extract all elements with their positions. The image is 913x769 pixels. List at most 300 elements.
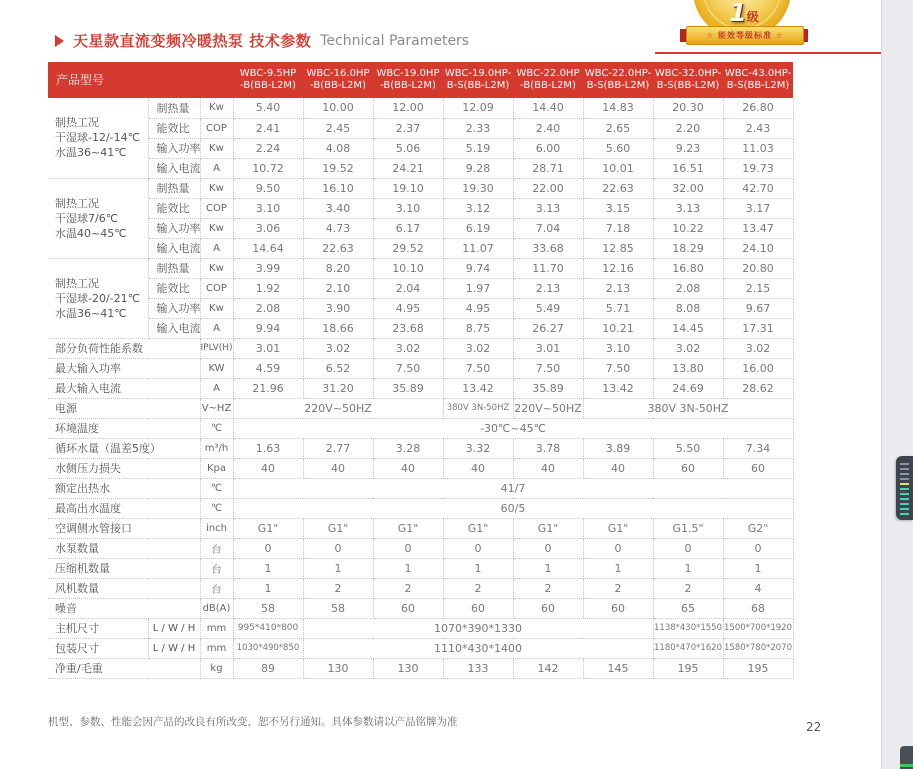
value-cell: 1	[233, 578, 303, 598]
row-label: 制热量	[148, 178, 200, 198]
value-cell: 6.52	[303, 358, 373, 378]
value-cell: 0	[233, 538, 303, 558]
value-cell: 3.10	[373, 198, 443, 218]
value-cell: 3.01	[513, 338, 583, 358]
value-cell: 9.28	[443, 158, 513, 178]
unit-cell: dB(A)	[200, 598, 233, 618]
table-row	[48, 378, 793, 398]
value-cell: 2	[513, 578, 583, 598]
energy-grade-badge	[692, 0, 796, 60]
value-cell: 5.60	[583, 138, 653, 158]
unit-cell: A	[200, 318, 233, 338]
value-cell: 142	[513, 658, 583, 678]
value-cell: 9.23	[653, 138, 723, 158]
row-sublabel: L / W / H	[148, 618, 200, 638]
value-cell: 1	[373, 558, 443, 578]
value-cell: 7.50	[513, 358, 583, 378]
table-row	[48, 638, 793, 658]
value-cell: 60	[583, 598, 653, 618]
unit-cell: ℃	[200, 498, 233, 518]
value-cell: 1.92	[233, 278, 303, 298]
condition-group-label: 制热工况 干湿球7/6℃ 水温40~45℃	[48, 178, 148, 258]
value-cell: 16.80	[653, 258, 723, 278]
row-label: 噪音	[48, 598, 200, 618]
value-cell: 1.97	[443, 278, 513, 298]
value-cell: 1580*780*2070	[723, 638, 793, 658]
value-cell: 1	[443, 558, 513, 578]
value-cell: G1"	[513, 518, 583, 538]
table-row	[48, 338, 793, 358]
value-cell: 2.41	[233, 118, 303, 138]
value-cell: 11.03	[723, 138, 793, 158]
value-cell: 2.13	[583, 278, 653, 298]
value-cell: 60	[373, 598, 443, 618]
table-row	[48, 178, 793, 198]
value-cell: 11.70	[513, 258, 583, 278]
value-cell: 65	[653, 598, 723, 618]
value-cell: 10.22	[653, 218, 723, 238]
unit-cell: Kw	[200, 218, 233, 238]
value-cell: 2.40	[513, 118, 583, 138]
value-cell: 35.89	[513, 378, 583, 398]
value-cell: 20.80	[723, 258, 793, 278]
value-cell: 19.73	[723, 158, 793, 178]
table-row	[48, 158, 793, 178]
value-cell: 16.00	[723, 358, 793, 378]
value-cell: 13.42	[443, 378, 513, 398]
value-cell: 0	[373, 538, 443, 558]
table-row	[48, 478, 793, 498]
value-cell: 1.63	[233, 438, 303, 458]
table-row	[48, 118, 793, 138]
row-label: 输入功率	[148, 138, 200, 158]
value-cell: 2.04	[373, 278, 443, 298]
unit-cell: Kw	[200, 258, 233, 278]
table-row	[48, 538, 793, 558]
table-row	[48, 658, 793, 678]
row-label: 输入功率	[148, 298, 200, 318]
model-column-header: WBC-16.0HP -B(BB-L2M)	[303, 62, 373, 98]
value-cell: 2.10	[303, 278, 373, 298]
value-cell: 220V~50HZ	[233, 398, 443, 418]
unit-cell: 台	[200, 578, 233, 598]
model-column-header: WBC-9.5HP -B(BB-L2M)	[233, 62, 303, 98]
row-label: 电源	[48, 398, 200, 418]
scrollbar-corner-widget[interactable]	[900, 746, 913, 769]
value-cell: 7.04	[513, 218, 583, 238]
value-cell: 2.43	[723, 118, 793, 138]
value-cell: 3.32	[443, 438, 513, 458]
value-cell: 12.85	[583, 238, 653, 258]
table-row	[48, 358, 793, 378]
value-cell: 380V 3N-50HZ	[443, 398, 513, 418]
value-cell: 33.68	[513, 238, 583, 258]
model-column-header: WBC-32.0HP- B-S(BB-L2M)	[653, 62, 723, 98]
value-cell: 2	[303, 578, 373, 598]
value-cell: 4.08	[303, 138, 373, 158]
value-cell: 3.06	[233, 218, 303, 238]
table-row	[48, 498, 793, 518]
row-label: 最大输入功率	[48, 358, 200, 378]
value-cell: 3.10	[233, 198, 303, 218]
section-title	[55, 30, 469, 51]
value-cell: 3.99	[233, 258, 303, 278]
value-cell: 2.65	[583, 118, 653, 138]
value-cell: 12.16	[583, 258, 653, 278]
value-cell: 10.00	[303, 98, 373, 118]
badge-grade-number: 1	[729, 0, 747, 27]
value-cell: 2	[653, 578, 723, 598]
unit-cell: V~HZ	[200, 398, 233, 418]
value-cell: 68	[723, 598, 793, 618]
row-label: 水泵数量	[48, 538, 200, 558]
value-cell: 7.50	[373, 358, 443, 378]
unit-cell: A	[200, 158, 233, 178]
row-label: 输入功率	[148, 218, 200, 238]
value-cell: 2	[583, 578, 653, 598]
value-cell: 10.10	[373, 258, 443, 278]
value-cell: 40	[443, 458, 513, 478]
product-model-header: 产品型号	[48, 62, 233, 98]
value-cell: 133	[443, 658, 513, 678]
value-cell: 1180*470*1620	[653, 638, 723, 658]
row-label: 空调侧水管接口	[48, 518, 200, 538]
value-cell: 3.78	[513, 438, 583, 458]
model-column-header: WBC-19.0HP -B(BB-L2M)	[373, 62, 443, 98]
value-cell: 58	[303, 598, 373, 618]
condition-group-label: 制热工况 干湿球-12/-14℃ 水温36~41℃	[48, 98, 148, 178]
unit-cell: 台	[200, 538, 233, 558]
row-label: 能效比	[148, 198, 200, 218]
table-row	[48, 218, 793, 238]
value-cell: G1"	[373, 518, 443, 538]
value-cell: 5.49	[513, 298, 583, 318]
value-cell: 24.69	[653, 378, 723, 398]
table-row	[48, 598, 793, 618]
value-cell: 28.62	[723, 378, 793, 398]
value-cell: 195	[653, 658, 723, 678]
row-label: 部分负荷性能系数	[48, 338, 200, 358]
value-cell: 995*410*800	[233, 618, 303, 638]
row-label: 环境温度	[48, 418, 200, 438]
unit-cell: A	[200, 378, 233, 398]
value-cell: 5.71	[583, 298, 653, 318]
value-cell: G1"	[233, 518, 303, 538]
value-cell: 5.40	[233, 98, 303, 118]
unit-cell: mm	[200, 638, 233, 658]
value-cell: 4	[723, 578, 793, 598]
value-cell: 3.02	[443, 338, 513, 358]
unit-cell: 台	[200, 558, 233, 578]
value-cell: 1	[303, 558, 373, 578]
unit-cell: inch	[200, 518, 233, 538]
value-cell: 9.94	[233, 318, 303, 338]
section-title-english: Technical Parameters	[320, 32, 470, 49]
value-cell: 4.95	[373, 298, 443, 318]
unit-cell: ℃	[200, 478, 233, 498]
value-cell: 22.63	[303, 238, 373, 258]
row-label: 最高出水温度	[48, 498, 200, 518]
table-row	[48, 98, 793, 118]
value-cell: 40	[513, 458, 583, 478]
value-cell: 130	[303, 658, 373, 678]
value-cell: 13.80	[653, 358, 723, 378]
value-cell: 130	[373, 658, 443, 678]
value-cell: 2.24	[233, 138, 303, 158]
value-cell: 1	[583, 558, 653, 578]
scrollbar-grip-stripes	[900, 463, 909, 515]
badge-ribbon-label: ☆ 能效等级标准 ☆	[686, 26, 804, 45]
row-label: 主机尺寸	[48, 618, 148, 638]
value-cell: 22.00	[513, 178, 583, 198]
value-cell: 32.00	[653, 178, 723, 198]
value-cell: 14.40	[513, 98, 583, 118]
value-cell: 35.89	[373, 378, 443, 398]
table-row	[48, 318, 793, 338]
value-cell: 3.40	[303, 198, 373, 218]
value-cell: 220V~50HZ	[513, 398, 583, 418]
value-cell: 12.09	[443, 98, 513, 118]
unit-cell: Kw	[200, 298, 233, 318]
value-cell: 0	[583, 538, 653, 558]
value-cell: G1"	[303, 518, 373, 538]
row-label: 能效比	[148, 118, 200, 138]
value-cell: 2.15	[723, 278, 793, 298]
value-cell: 21.96	[233, 378, 303, 398]
value-cell: 3.17	[723, 198, 793, 218]
value-cell: 3.90	[303, 298, 373, 318]
row-label: 能效比	[148, 278, 200, 298]
model-column-header: WBC-19.0HP- B-S(BB-L2M)	[443, 62, 513, 98]
value-cell: 13.42	[583, 378, 653, 398]
row-label: 输入电流	[148, 238, 200, 258]
page-number: 22	[806, 720, 822, 734]
value-cell: 3.13	[653, 198, 723, 218]
unit-cell: ℃	[200, 418, 233, 438]
model-column-header: WBC-43.0HP- B-S(BB-L2M)	[723, 62, 793, 98]
value-cell: 3.02	[303, 338, 373, 358]
value-cell: 11.07	[443, 238, 513, 258]
parameters-table	[48, 62, 794, 679]
badge-grade-suffix: 级	[746, 10, 759, 24]
value-cell: 3.15	[583, 198, 653, 218]
value-cell: 18.66	[303, 318, 373, 338]
value-cell: 0	[653, 538, 723, 558]
value-cell: 16.10	[303, 178, 373, 198]
value-cell: 0	[513, 538, 583, 558]
value-cell: 2.13	[513, 278, 583, 298]
unit-cell: COP	[200, 198, 233, 218]
value-cell: 7.34	[723, 438, 793, 458]
table-row	[48, 298, 793, 318]
table-row	[48, 238, 793, 258]
value-cell: 1110*430*1400	[303, 638, 653, 658]
value-cell: 1	[513, 558, 583, 578]
value-cell: 4.73	[303, 218, 373, 238]
value-cell: 40	[373, 458, 443, 478]
value-cell: 28.71	[513, 158, 583, 178]
unit-cell: KW	[200, 358, 233, 378]
unit-cell: Kpa	[200, 458, 233, 478]
value-cell: 22.63	[583, 178, 653, 198]
value-cell: 29.52	[373, 238, 443, 258]
table-row	[48, 418, 793, 438]
value-cell: 9.74	[443, 258, 513, 278]
value-cell: 8.08	[653, 298, 723, 318]
value-cell: 60/5	[233, 498, 793, 518]
value-cell: 60	[653, 458, 723, 478]
value-cell: 40	[583, 458, 653, 478]
value-cell: 26.27	[513, 318, 583, 338]
table-row	[48, 258, 793, 278]
unit-cell: Kw	[200, 98, 233, 118]
value-cell: 31.20	[303, 378, 373, 398]
value-cell: 26.80	[723, 98, 793, 118]
row-label: 水侧压力损失	[48, 458, 200, 478]
value-cell: 2.37	[373, 118, 443, 138]
value-cell: 1030*490*850	[233, 638, 303, 658]
unit-cell: Kw	[200, 178, 233, 198]
value-cell: 9.50	[233, 178, 303, 198]
value-cell: 1	[233, 558, 303, 578]
value-cell: G1"	[443, 518, 513, 538]
table-row	[48, 458, 793, 478]
unit-cell: mm	[200, 618, 233, 638]
model-column-header: WBC-22.0HP- B-S(BB-L2M)	[583, 62, 653, 98]
table-row	[48, 278, 793, 298]
scrollbar-green-indicator	[900, 764, 913, 767]
row-label: 制热量	[148, 258, 200, 278]
row-label: 输入电流	[148, 318, 200, 338]
value-cell: 4.59	[233, 358, 303, 378]
unit-cell: COP	[200, 118, 233, 138]
value-cell: 0	[723, 538, 793, 558]
value-cell: 2.08	[653, 278, 723, 298]
value-cell: 7.18	[583, 218, 653, 238]
section-title-chinese: 天星款直流变频冷暖热泵 技术参数	[73, 32, 312, 50]
value-cell: 145	[583, 658, 653, 678]
right-gray-strip	[881, 0, 913, 769]
table-row	[48, 138, 793, 158]
value-cell: 5.19	[443, 138, 513, 158]
value-cell: 3.28	[373, 438, 443, 458]
value-cell: 40	[303, 458, 373, 478]
table-row	[48, 558, 793, 578]
value-cell: 2.33	[443, 118, 513, 138]
value-cell: 2	[443, 578, 513, 598]
value-cell: 10.72	[233, 158, 303, 178]
value-cell: 3.01	[233, 338, 303, 358]
value-cell: 195	[723, 658, 793, 678]
row-label: 输入电流	[148, 158, 200, 178]
value-cell: G1"	[583, 518, 653, 538]
value-cell: 380V 3N-50HZ	[583, 398, 793, 418]
value-cell: 89	[233, 658, 303, 678]
value-cell: 9.67	[723, 298, 793, 318]
value-cell: 10.21	[583, 318, 653, 338]
value-cell: 8.75	[443, 318, 513, 338]
value-cell: 7.50	[443, 358, 513, 378]
value-cell: 2.08	[233, 298, 303, 318]
value-cell: 3.02	[653, 338, 723, 358]
condition-group-label: 制热工况 干湿球-20/-21℃ 水温36~41℃	[48, 258, 148, 338]
triangle-bullet-icon	[55, 35, 64, 47]
value-cell: 16.51	[653, 158, 723, 178]
footnote-text: 机型、参数、性能会因产品的改良有所改变，恕不另行通知。具体参数请以产品铭牌为准	[48, 716, 458, 728]
value-cell: 3.13	[513, 198, 583, 218]
value-cell: -30℃~45℃	[233, 418, 793, 438]
value-cell: 3.89	[583, 438, 653, 458]
value-cell: 58	[233, 598, 303, 618]
row-label: 净重/毛重	[48, 658, 200, 678]
row-label: 压缩机数量	[48, 558, 200, 578]
value-cell: 7.50	[583, 358, 653, 378]
value-cell: 24.21	[373, 158, 443, 178]
value-cell: 0	[443, 538, 513, 558]
value-cell: 10.01	[583, 158, 653, 178]
value-cell: 6.00	[513, 138, 583, 158]
badge-grade-label	[692, 1, 796, 29]
value-cell: 24.10	[723, 238, 793, 258]
value-cell: 19.10	[373, 178, 443, 198]
table-row	[48, 398, 793, 418]
value-cell: 2.45	[303, 118, 373, 138]
unit-cell: Kw	[200, 138, 233, 158]
value-cell: 14.45	[653, 318, 723, 338]
value-cell: 1070*390*1330	[303, 618, 653, 638]
value-cell: 1	[653, 558, 723, 578]
value-cell: G2"	[723, 518, 793, 538]
value-cell: 14.64	[233, 238, 303, 258]
value-cell: 1	[723, 558, 793, 578]
value-cell: 41/7	[233, 478, 793, 498]
value-cell: 1500*700*1920	[723, 618, 793, 638]
value-cell: 42.70	[723, 178, 793, 198]
row-label: 最大输入电流	[48, 378, 200, 398]
row-sublabel: L / W / H	[148, 638, 200, 658]
value-cell: 19.30	[443, 178, 513, 198]
value-cell: 23.68	[373, 318, 443, 338]
unit-cell: IPLV(H)	[200, 338, 233, 358]
value-cell: 12.00	[373, 98, 443, 118]
row-label: 包装尺寸	[48, 638, 148, 658]
value-cell: 3.02	[723, 338, 793, 358]
model-column-header: WBC-22.0HP -B(BB-L2M)	[513, 62, 583, 98]
row-label: 额定出热水	[48, 478, 200, 498]
table-row	[48, 198, 793, 218]
unit-cell: kg	[200, 658, 233, 678]
value-cell: 2.20	[653, 118, 723, 138]
value-cell: 4.95	[443, 298, 513, 318]
value-cell: G1.5"	[653, 518, 723, 538]
table-row	[48, 578, 793, 598]
table-row	[48, 438, 793, 458]
scrollbar-thumb[interactable]	[896, 456, 913, 520]
value-cell: 60	[443, 598, 513, 618]
value-cell: 5.50	[653, 438, 723, 458]
table-row	[48, 518, 793, 538]
unit-cell: A	[200, 238, 233, 258]
value-cell: 13.47	[723, 218, 793, 238]
value-cell: 40	[233, 458, 303, 478]
value-cell: 5.06	[373, 138, 443, 158]
value-cell: 14.83	[583, 98, 653, 118]
value-cell: 1138*430*1550	[653, 618, 723, 638]
value-cell: 18.29	[653, 238, 723, 258]
value-cell: 20.30	[653, 98, 723, 118]
row-label: 循环水量（温差5度）	[48, 438, 200, 458]
value-cell: 3.02	[373, 338, 443, 358]
